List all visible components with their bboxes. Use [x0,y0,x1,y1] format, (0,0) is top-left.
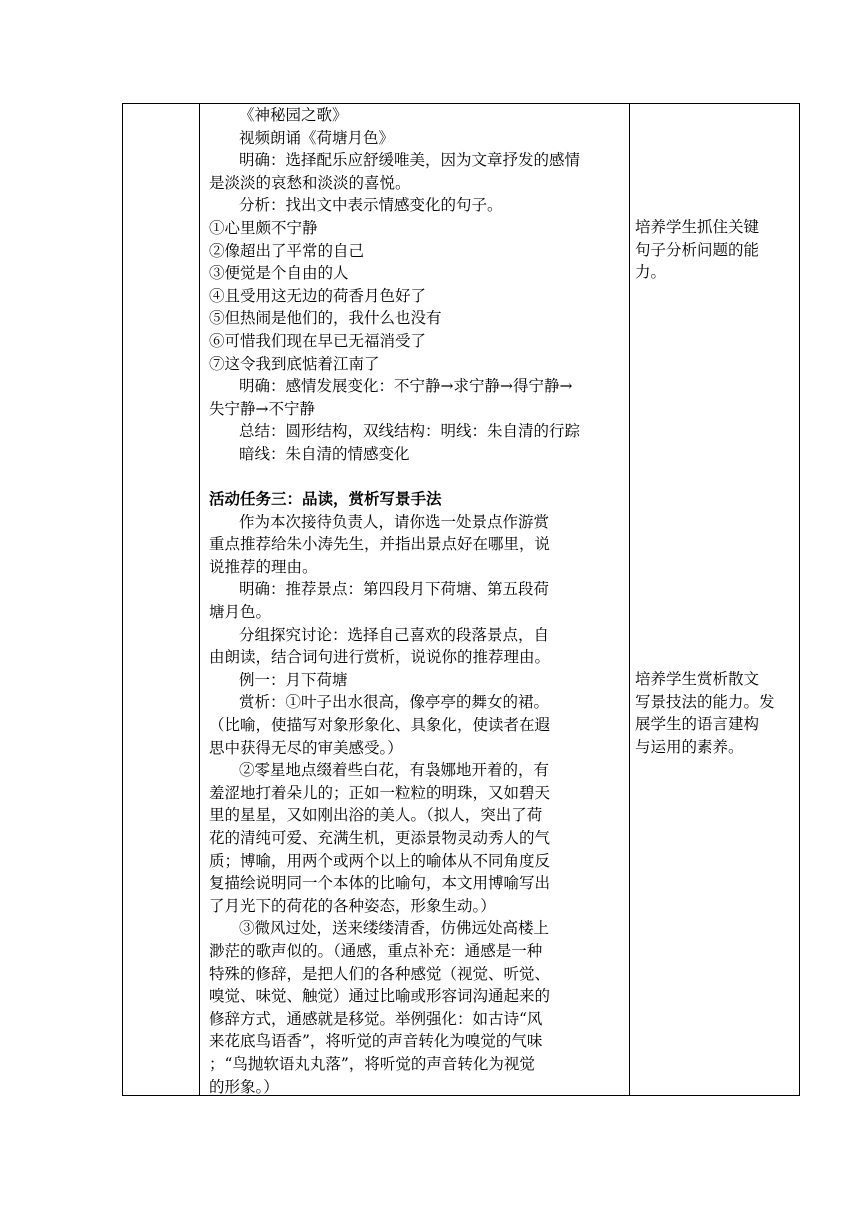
content-line: 来花底鸟语香”，将听觉的声音转化为嗅觉的气味 [209,1032,543,1051]
content-line: （比喻，使描写对象形象化、具象化，使读者在遐 [209,716,551,735]
content-line: 的形象。） [209,1077,279,1096]
content-line: ⑦这令我到底惦着江南了 [209,354,380,373]
content-line: 里的星星，又如刚出浴的美人。（拟人，突出了荷 [209,806,543,825]
note-line: 培养学生抓住关键 [635,218,760,236]
lesson-plan-table [122,103,800,1096]
content-line: 明确：选择配乐应舒缓唯美，因为文章抒发的感情 [239,151,581,170]
column-divider-2 [629,104,630,1095]
content-line: 明确：感情发展变化：不宁静→求宁静→得宁静→ [239,377,573,396]
content-line: 赏析：①叶子出水很高，像亭亭的舞女的裙。 [239,693,550,712]
content-line: 说推荐的理由。 [209,557,318,576]
content-line: 思中获得无尽的审美感受。） [209,738,403,757]
design-intent-note-1 [635,216,797,284]
content-line: ⑥可惜我们现在早已无福消受了 [209,331,427,350]
content-line [209,466,629,489]
content-line: ⑤但热闹是他们的，我什么也没有 [209,309,442,328]
content-line: 嗅觉、味觉、触觉）通过比喻或形容词沟通起来的 [209,987,551,1006]
content-line: ④且受用这无边的荷香月色好了 [209,286,427,305]
content-line: ①心里颇不宁静 [209,218,318,237]
content-line: 复描绘说明同一个本体的比喻句，本文用博喻写出 [209,874,551,893]
note-line: 展学生的语言建构 [635,715,760,734]
teaching-content-cell [209,104,629,1098]
content-line: 作为本次接待负责人，请你选一处景点作游赏 [239,512,550,531]
content-line: 分析：找出文中表示情感变化的句子。 [239,196,503,215]
content-line: ③便觉是个自由的人 [209,264,349,283]
content-line: ②零星地点缀着些白花，有袅娜地开着的，有 [239,761,550,780]
design-intent-note-2 [635,668,797,758]
content-line: 羞涩地打着朵儿的；正如一粒粒的明珠，又如碧天 [209,783,551,802]
content-line: 渺茫的歌声似的。（通感，重点补充：通感是一种 [209,941,543,960]
note-line: 培养学生赏析散文 [635,670,760,688]
note-line: 句子分析问题的能 [635,240,760,259]
content-line: 分组探究讨论：选择自己喜欢的段落景点，自 [239,625,550,644]
column-divider-1 [199,104,200,1095]
note-line: 写景技法的能力。发 [635,692,775,711]
content-line: 视频朗诵《荷塘月色》 [239,128,395,147]
content-line: 由朗读，结合词句进行赏析，说说你的推荐理由。 [209,648,551,667]
content-line: 质；博喻，用两个或两个以上的喻体从不同角度反 [209,851,551,870]
content-line: 总结：圆形结构，双线结构：明线：朱自清的行踪 [239,422,581,441]
content-line: 失宁静→不宁静 [209,399,315,418]
content-line: 明确：推荐景点：第四段月下荷塘、第五段荷 [239,580,550,599]
section-heading: 活动任务三：品读，赏析写景手法 [209,489,442,509]
content-line: 特殊的修辞，是把人们的各种感觉（视觉、听觉、 [209,964,551,983]
content-line: 例一：月下荷塘 [239,670,348,689]
content-line: ②像超出了平常的自己 [209,241,365,260]
content-line: 《神秘园之歌》 [239,106,348,124]
content-line: 塘月色。 [209,603,272,622]
content-line: ③微风过处，送来缕缕清香，仿佛远处高楼上 [239,919,550,938]
content-line: 是淡淡的哀愁和淡淡的喜悦。 [209,173,411,192]
content-line: 重点推荐给朱小涛先生，并指出景点好在哪里，说 [209,535,551,554]
content-line: 了月光下的荷花的各种姿态，形象生动。） [209,896,496,915]
note-line: 与运用的素养。 [635,737,744,756]
content-line: 暗线：朱自清的情感变化 [239,444,410,463]
content-line: ；“鸟抛软语丸丸落”，将听觉的声音转化为视觉 [209,1054,535,1073]
note-line: 力。 [635,263,667,282]
content-line: 花的清纯可爱、充满生机，更添景物灵动秀人的气 [209,829,551,847]
content-line: 修辞方式，通感就是移觉。举例强化：如古诗“风 [209,1009,543,1028]
